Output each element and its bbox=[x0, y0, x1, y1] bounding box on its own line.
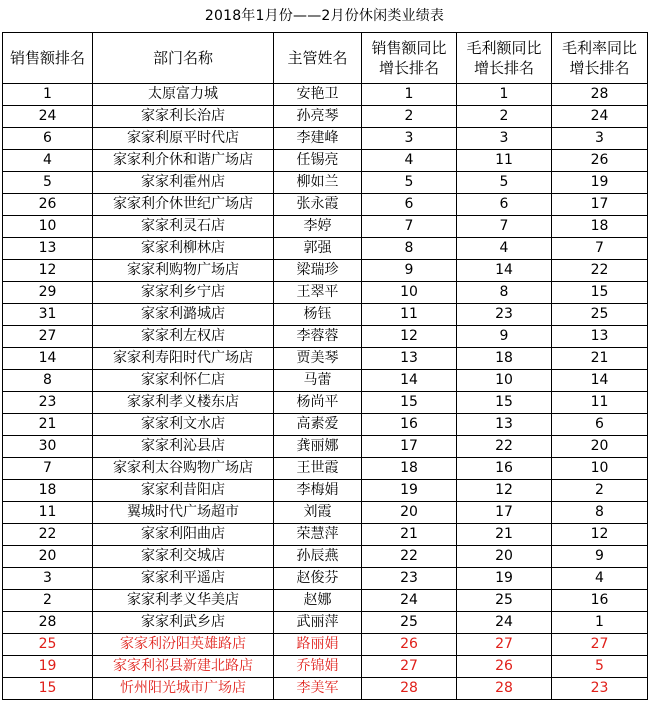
cell-sales-rank: 3 bbox=[3, 568, 93, 590]
cell-margin-growth-rank: 4 bbox=[552, 568, 648, 590]
cell-sales-growth-rank: 12 bbox=[362, 326, 457, 348]
cell-margin-growth-rank: 27 bbox=[552, 634, 648, 656]
table-row bbox=[3, 326, 648, 348]
cell-manager: 王翠平 bbox=[274, 282, 362, 304]
cell-profit-growth-rank: 6 bbox=[457, 194, 552, 216]
header-sales-growth-rank: 销售额同比 增长排名 bbox=[362, 33, 457, 84]
cell-department: 家家利文水店 bbox=[93, 414, 274, 436]
table-row bbox=[3, 502, 648, 524]
cell-sales-growth-rank: 5 bbox=[362, 172, 457, 194]
cell-manager: 李蓉蓉 bbox=[274, 326, 362, 348]
table-row bbox=[3, 414, 648, 436]
cell-sales-growth-rank: 9 bbox=[362, 260, 457, 282]
cell-profit-growth-rank: 4 bbox=[457, 238, 552, 260]
cell-sales-growth-rank: 3 bbox=[362, 128, 457, 150]
cell-sales-rank: 14 bbox=[3, 348, 93, 370]
cell-margin-growth-rank: 26 bbox=[552, 150, 648, 172]
cell-margin-growth-rank: 18 bbox=[552, 216, 648, 238]
cell-margin-growth-rank: 17 bbox=[552, 194, 648, 216]
cell-sales-growth-rank: 26 bbox=[362, 634, 457, 656]
cell-profit-growth-rank: 28 bbox=[457, 678, 552, 700]
cell-department: 家家利霍州店 bbox=[93, 172, 274, 194]
cell-manager: 郭强 bbox=[274, 238, 362, 260]
cell-sales-rank: 12 bbox=[3, 260, 93, 282]
cell-margin-growth-rank: 1 bbox=[552, 612, 648, 634]
cell-sales-growth-rank: 2 bbox=[362, 106, 457, 128]
cell-sales-rank: 2 bbox=[3, 590, 93, 612]
cell-margin-growth-rank: 28 bbox=[552, 84, 648, 106]
table-row bbox=[3, 568, 648, 590]
cell-department: 翼城时代广场超市 bbox=[93, 502, 274, 524]
table-row bbox=[3, 106, 648, 128]
cell-sales-growth-rank: 22 bbox=[362, 546, 457, 568]
cell-margin-growth-rank: 10 bbox=[552, 458, 648, 480]
cell-profit-growth-rank: 19 bbox=[457, 568, 552, 590]
cell-profit-growth-rank: 7 bbox=[457, 216, 552, 238]
table-row bbox=[3, 590, 648, 612]
cell-margin-growth-rank: 22 bbox=[552, 260, 648, 282]
cell-manager: 路丽娟 bbox=[274, 634, 362, 656]
cell-department: 太原富力城 bbox=[93, 84, 274, 106]
table-row bbox=[3, 480, 648, 502]
cell-sales-growth-rank: 19 bbox=[362, 480, 457, 502]
table-row bbox=[3, 260, 648, 282]
cell-margin-growth-rank: 5 bbox=[552, 656, 648, 678]
cell-manager: 贾美琴 bbox=[274, 348, 362, 370]
cell-profit-growth-rank: 24 bbox=[457, 612, 552, 634]
cell-manager: 李建峰 bbox=[274, 128, 362, 150]
table-row bbox=[3, 370, 648, 392]
cell-department: 家家利阳曲店 bbox=[93, 524, 274, 546]
cell-manager: 李梅娟 bbox=[274, 480, 362, 502]
table-row bbox=[3, 524, 648, 546]
cell-sales-growth-rank: 16 bbox=[362, 414, 457, 436]
table-row bbox=[3, 678, 648, 700]
cell-margin-growth-rank: 8 bbox=[552, 502, 648, 524]
cell-margin-growth-rank: 16 bbox=[552, 590, 648, 612]
header-manager: 主管姓名 bbox=[274, 33, 362, 84]
cell-sales-growth-rank: 25 bbox=[362, 612, 457, 634]
cell-sales-rank: 19 bbox=[3, 656, 93, 678]
cell-sales-growth-rank: 28 bbox=[362, 678, 457, 700]
cell-manager: 龚丽娜 bbox=[274, 436, 362, 458]
cell-department: 家家利孝义楼东店 bbox=[93, 392, 274, 414]
cell-sales-rank: 23 bbox=[3, 392, 93, 414]
cell-manager: 高素爱 bbox=[274, 414, 362, 436]
cell-profit-growth-rank: 16 bbox=[457, 458, 552, 480]
cell-sales-rank: 25 bbox=[3, 634, 93, 656]
cell-sales-rank: 10 bbox=[3, 216, 93, 238]
header-profit-growth-rank: 毛利额同比 增长排名 bbox=[457, 33, 552, 84]
cell-sales-rank: 1 bbox=[3, 84, 93, 106]
cell-manager: 梁瑞珍 bbox=[274, 260, 362, 282]
cell-sales-rank: 18 bbox=[3, 480, 93, 502]
cell-sales-rank: 26 bbox=[3, 194, 93, 216]
cell-manager: 任锡亮 bbox=[274, 150, 362, 172]
cell-sales-rank: 20 bbox=[3, 546, 93, 568]
cell-margin-growth-rank: 11 bbox=[552, 392, 648, 414]
cell-department: 家家利原平时代店 bbox=[93, 128, 274, 150]
cell-profit-growth-rank: 21 bbox=[457, 524, 552, 546]
cell-manager: 杨尚平 bbox=[274, 392, 362, 414]
cell-sales-growth-rank: 21 bbox=[362, 524, 457, 546]
cell-profit-growth-rank: 23 bbox=[457, 304, 552, 326]
table-row bbox=[3, 238, 648, 260]
table-row bbox=[3, 216, 648, 238]
performance-table bbox=[2, 32, 648, 700]
cell-sales-growth-rank: 1 bbox=[362, 84, 457, 106]
cell-profit-growth-rank: 9 bbox=[457, 326, 552, 348]
cell-department: 家家利昔阳店 bbox=[93, 480, 274, 502]
header-department: 部门名称 bbox=[93, 33, 274, 84]
cell-department: 家家利介休世纪广场店 bbox=[93, 194, 274, 216]
table-header-row bbox=[3, 33, 648, 84]
cell-sales-growth-rank: 14 bbox=[362, 370, 457, 392]
cell-department: 家家利平遥店 bbox=[93, 568, 274, 590]
cell-department: 家家利沁县店 bbox=[93, 436, 274, 458]
cell-sales-growth-rank: 8 bbox=[362, 238, 457, 260]
cell-sales-growth-rank: 4 bbox=[362, 150, 457, 172]
cell-profit-growth-rank: 3 bbox=[457, 128, 552, 150]
cell-department: 家家利孝义华美店 bbox=[93, 590, 274, 612]
cell-manager: 荣慧萍 bbox=[274, 524, 362, 546]
cell-sales-rank: 30 bbox=[3, 436, 93, 458]
cell-sales-growth-rank: 6 bbox=[362, 194, 457, 216]
cell-sales-growth-rank: 23 bbox=[362, 568, 457, 590]
cell-sales-rank: 15 bbox=[3, 678, 93, 700]
cell-manager: 安艳卫 bbox=[274, 84, 362, 106]
cell-profit-growth-rank: 20 bbox=[457, 546, 552, 568]
cell-department: 家家利左权店 bbox=[93, 326, 274, 348]
cell-manager: 孙辰燕 bbox=[274, 546, 362, 568]
cell-manager: 张永霞 bbox=[274, 194, 362, 216]
table-row bbox=[3, 282, 648, 304]
cell-sales-rank: 31 bbox=[3, 304, 93, 326]
table-row bbox=[3, 656, 648, 678]
cell-sales-rank: 7 bbox=[3, 458, 93, 480]
table-row bbox=[3, 634, 648, 656]
cell-margin-growth-rank: 7 bbox=[552, 238, 648, 260]
cell-sales-rank: 22 bbox=[3, 524, 93, 546]
cell-margin-growth-rank: 19 bbox=[552, 172, 648, 194]
cell-profit-growth-rank: 12 bbox=[457, 480, 552, 502]
cell-profit-growth-rank: 18 bbox=[457, 348, 552, 370]
cell-manager: 马蕾 bbox=[274, 370, 362, 392]
cell-sales-rank: 28 bbox=[3, 612, 93, 634]
cell-sales-growth-rank: 11 bbox=[362, 304, 457, 326]
table-row bbox=[3, 392, 648, 414]
cell-manager: 赵俊芬 bbox=[274, 568, 362, 590]
cell-department: 家家利寿阳时代广场店 bbox=[93, 348, 274, 370]
cell-margin-growth-rank: 14 bbox=[552, 370, 648, 392]
cell-department: 家家利购物广场店 bbox=[93, 260, 274, 282]
cell-margin-growth-rank: 23 bbox=[552, 678, 648, 700]
cell-profit-growth-rank: 2 bbox=[457, 106, 552, 128]
cell-margin-growth-rank: 13 bbox=[552, 326, 648, 348]
cell-sales-growth-rank: 24 bbox=[362, 590, 457, 612]
cell-department: 家家利武乡店 bbox=[93, 612, 274, 634]
cell-manager: 刘霞 bbox=[274, 502, 362, 524]
cell-sales-rank: 27 bbox=[3, 326, 93, 348]
cell-manager: 赵娜 bbox=[274, 590, 362, 612]
cell-department: 家家利柳林店 bbox=[93, 238, 274, 260]
cell-margin-growth-rank: 12 bbox=[552, 524, 648, 546]
cell-profit-growth-rank: 11 bbox=[457, 150, 552, 172]
cell-sales-rank: 13 bbox=[3, 238, 93, 260]
table-row bbox=[3, 150, 648, 172]
table-row bbox=[3, 128, 648, 150]
cell-manager: 王世霞 bbox=[274, 458, 362, 480]
table-row bbox=[3, 304, 648, 326]
cell-department: 家家利汾阳英雄路店 bbox=[93, 634, 274, 656]
cell-sales-growth-rank: 20 bbox=[362, 502, 457, 524]
cell-margin-growth-rank: 21 bbox=[552, 348, 648, 370]
table-row bbox=[3, 172, 648, 194]
table-row bbox=[3, 84, 648, 106]
cell-manager: 柳如兰 bbox=[274, 172, 362, 194]
cell-sales-growth-rank: 15 bbox=[362, 392, 457, 414]
cell-sales-growth-rank: 13 bbox=[362, 348, 457, 370]
cell-manager: 杨钰 bbox=[274, 304, 362, 326]
cell-sales-growth-rank: 17 bbox=[362, 436, 457, 458]
cell-department: 家家利乡宁店 bbox=[93, 282, 274, 304]
cell-manager: 孙亮琴 bbox=[274, 106, 362, 128]
cell-sales-growth-rank: 27 bbox=[362, 656, 457, 678]
cell-profit-growth-rank: 10 bbox=[457, 370, 552, 392]
cell-profit-growth-rank: 15 bbox=[457, 392, 552, 414]
table-row bbox=[3, 458, 648, 480]
table-body bbox=[3, 84, 648, 700]
cell-margin-growth-rank: 20 bbox=[552, 436, 648, 458]
table-row bbox=[3, 546, 648, 568]
cell-department: 家家利怀仁店 bbox=[93, 370, 274, 392]
cell-profit-growth-rank: 22 bbox=[457, 436, 552, 458]
table-row bbox=[3, 612, 648, 634]
cell-margin-growth-rank: 6 bbox=[552, 414, 648, 436]
cell-sales-rank: 29 bbox=[3, 282, 93, 304]
cell-manager: 李婷 bbox=[274, 216, 362, 238]
cell-profit-growth-rank: 14 bbox=[457, 260, 552, 282]
cell-profit-growth-rank: 17 bbox=[457, 502, 552, 524]
cell-sales-growth-rank: 10 bbox=[362, 282, 457, 304]
cell-department: 家家利长治店 bbox=[93, 106, 274, 128]
cell-profit-growth-rank: 13 bbox=[457, 414, 552, 436]
cell-margin-growth-rank: 3 bbox=[552, 128, 648, 150]
cell-sales-rank: 5 bbox=[3, 172, 93, 194]
sheet-title: 2018年1月份——2月份休闲类业绩表 bbox=[204, 8, 445, 24]
header-margin-growth-rank: 毛利率同比 增长排名 bbox=[552, 33, 648, 84]
cell-manager: 武丽萍 bbox=[274, 612, 362, 634]
cell-sales-rank: 4 bbox=[3, 150, 93, 172]
cell-sales-rank: 8 bbox=[3, 370, 93, 392]
cell-margin-growth-rank: 15 bbox=[552, 282, 648, 304]
cell-sales-rank: 11 bbox=[3, 502, 93, 524]
cell-margin-growth-rank: 9 bbox=[552, 546, 648, 568]
cell-department: 家家利交城店 bbox=[93, 546, 274, 568]
cell-profit-growth-rank: 5 bbox=[457, 172, 552, 194]
cell-margin-growth-rank: 24 bbox=[552, 106, 648, 128]
cell-department: 家家利灵石店 bbox=[93, 216, 274, 238]
table-row bbox=[3, 194, 648, 216]
cell-sales-rank: 24 bbox=[3, 106, 93, 128]
cell-profit-growth-rank: 25 bbox=[457, 590, 552, 612]
cell-sales-growth-rank: 7 bbox=[362, 216, 457, 238]
cell-manager: 李美军 bbox=[274, 678, 362, 700]
cell-department: 家家利介休和谐广场店 bbox=[93, 150, 274, 172]
table-row bbox=[3, 348, 648, 370]
cell-profit-growth-rank: 8 bbox=[457, 282, 552, 304]
cell-manager: 乔锦娟 bbox=[274, 656, 362, 678]
cell-profit-growth-rank: 26 bbox=[457, 656, 552, 678]
cell-department: 忻州阳光城市广场店 bbox=[93, 678, 274, 700]
cell-profit-growth-rank: 1 bbox=[457, 84, 552, 106]
cell-department: 家家利太谷购物广场店 bbox=[93, 458, 274, 480]
cell-sales-rank: 21 bbox=[3, 414, 93, 436]
header-sales-rank: 销售额排名 bbox=[3, 33, 93, 84]
cell-margin-growth-rank: 2 bbox=[552, 480, 648, 502]
cell-sales-rank: 6 bbox=[3, 128, 93, 150]
cell-profit-growth-rank: 27 bbox=[457, 634, 552, 656]
cell-sales-growth-rank: 18 bbox=[362, 458, 457, 480]
cell-margin-growth-rank: 25 bbox=[552, 304, 648, 326]
table-row bbox=[3, 436, 648, 458]
cell-department: 家家利潞城店 bbox=[93, 304, 274, 326]
cell-department: 家家利祁县新建北路店 bbox=[93, 656, 274, 678]
